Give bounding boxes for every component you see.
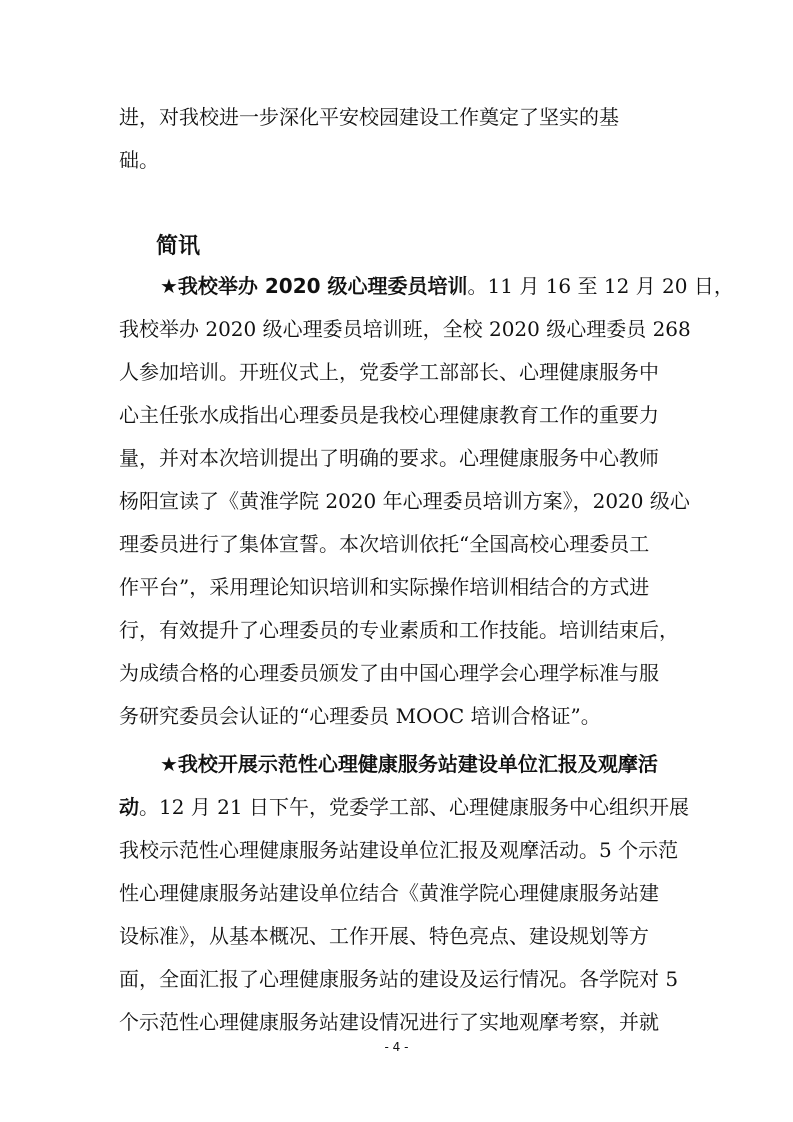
paragraph-line	[0, 524, 793, 564]
paragraph-line	[0, 481, 793, 521]
text-line: 面，全面汇报了心理健康服务站的建设及运行情况。各学院对 5	[119, 967, 679, 991]
news-headline: ★我校开展示范性心理健康服务站建设单位汇报及观摩活	[160, 752, 658, 776]
news-headline: ★我校举办 2020 级心理委员培训	[160, 274, 468, 298]
paragraph-line	[0, 696, 793, 736]
text-line: 务研究委员会认证的“心理委员 MOOC 培训合格证”。	[119, 704, 601, 728]
text-line: 设标准》，从基本概况、工作开展、特色亮点、建设规划等方	[119, 924, 649, 948]
section-heading: 简讯	[156, 234, 201, 259]
news-item-headline-line	[0, 744, 793, 784]
news-item-headline-line	[0, 266, 793, 306]
text-line: 础。	[119, 148, 159, 172]
text-line: 心主任张水成指出心理委员是我校心理健康教育工作的重要力	[119, 403, 659, 427]
text-line: 人参加培训。开班仪式上，党委学工部部长、心理健康服务中	[119, 360, 659, 384]
text-line: 理委员进行了集体宣誓。本次培训依托“全国高校心理委员工	[119, 532, 650, 556]
text-line: 为成绩合格的心理委员颁发了由中国心理学会心理学标准与服	[119, 661, 659, 685]
text-line: 行，有效提升了心理委员的专业素质和工作技能。培训结束后，	[119, 618, 679, 642]
text-line: 量，并对本次培训提出了明确的要求。心理健康服务中心教师	[119, 446, 659, 470]
paragraph-line	[0, 610, 793, 650]
paragraph-line	[0, 140, 793, 180]
paragraph-line	[0, 1002, 793, 1042]
paragraph-line	[0, 352, 793, 392]
paragraph-line	[0, 395, 793, 435]
text-line: 性心理健康服务站建设单位结合《黄淮学院心理健康服务站建	[119, 881, 659, 905]
paragraph-line	[0, 653, 793, 693]
text-line: 我校示范性心理健康服务站建设单位汇报及观摩活动。5 个示范	[119, 838, 679, 862]
news-item-headline-line	[0, 787, 793, 827]
paragraph-line	[0, 873, 793, 913]
text-line: 进，对我校进一步深化平安校园建设工作奠定了坚实的基	[119, 105, 619, 129]
news-text: 。12 月 21 日下午，党委学工部、心理健康服务中心组织开展	[139, 795, 689, 819]
paragraph-line	[0, 916, 793, 956]
text-line: 杨阳宣读了《黄淮学院 2020 年心理委员培训方案》，2020 级心	[119, 489, 690, 513]
paragraph-line	[0, 959, 793, 999]
paragraph-line	[0, 567, 793, 607]
text-line: 个示范性心理健康服务站建设情况进行了实地观摩考察，并就	[119, 1010, 659, 1034]
paragraph-line	[0, 309, 793, 349]
text-line: 作平台”，采用理论知识培训和实际操作培训相结合的方式进	[119, 575, 650, 599]
paragraph-line	[0, 830, 793, 870]
page-number: - 4 -	[384, 1040, 409, 1054]
paragraph-line	[0, 438, 793, 478]
paragraph-line	[0, 97, 793, 137]
news-text: 。11 月 16 至 12 月 20 日，	[467, 274, 734, 298]
text-line: 我校举办 2020 级心理委员培训班，全校 2020 级心理委员 268	[119, 317, 691, 341]
news-headline-continued: 动	[119, 795, 139, 819]
